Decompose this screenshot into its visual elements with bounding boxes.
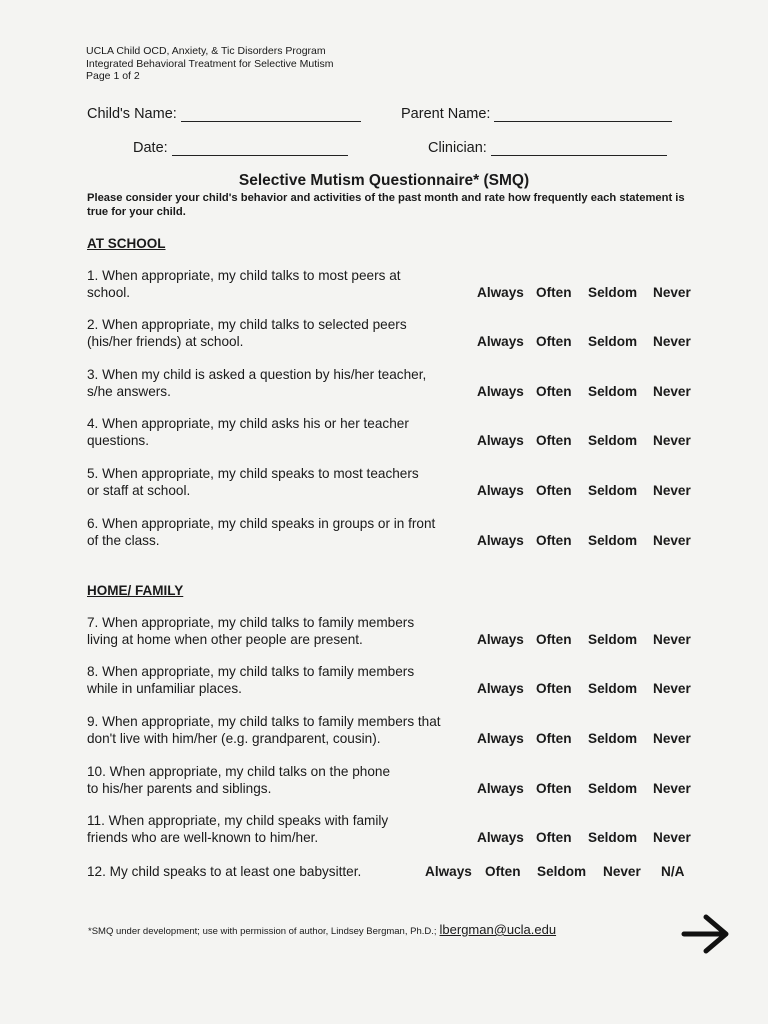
clinician-field[interactable] bbox=[428, 140, 667, 156]
option-often[interactable]: Often bbox=[536, 483, 572, 498]
option-seldom[interactable]: Seldom bbox=[588, 433, 638, 448]
question-line-1: 3. When my child is asked a question by his/her teacher, bbox=[87, 367, 427, 382]
question-text bbox=[87, 317, 467, 350]
option-always[interactable]: Always bbox=[477, 632, 524, 647]
answer-options bbox=[477, 830, 697, 845]
question-line-1: 8. When appropriate, my child talks to family members bbox=[87, 664, 415, 679]
question-line-1: 10. When appropriate, my child talks on the phone bbox=[87, 764, 391, 779]
option-never[interactable]: Never bbox=[653, 483, 691, 498]
answer-options bbox=[477, 632, 697, 647]
question-text bbox=[87, 466, 467, 499]
option-seldom[interactable]: Seldom bbox=[588, 632, 638, 647]
option-always[interactable]: Always bbox=[477, 433, 524, 448]
option-often[interactable]: Often bbox=[536, 533, 572, 548]
option-often[interactable]: Often bbox=[536, 681, 572, 696]
date-label: Date: bbox=[133, 140, 168, 156]
option-always[interactable]: Always bbox=[477, 830, 524, 845]
answer-options bbox=[477, 384, 697, 399]
option-often[interactable]: Often bbox=[536, 334, 572, 349]
child-name-field[interactable] bbox=[87, 106, 361, 122]
date-field[interactable] bbox=[133, 140, 348, 156]
option-always[interactable]: Always bbox=[477, 731, 524, 746]
clinician-line[interactable] bbox=[491, 141, 667, 156]
option-never[interactable]: Never bbox=[603, 864, 641, 879]
instructions: Please consider your child's behavior and activities of the past month and rate how frequently each statement is true for your child. bbox=[87, 192, 685, 218]
option-seldom[interactable]: Seldom bbox=[588, 384, 638, 399]
option-often[interactable]: Often bbox=[536, 384, 572, 399]
option-never[interactable]: Never bbox=[653, 731, 691, 746]
footnote-text: *SMQ under development; use with permission of author, Lindsey Bergman, Ph.D.; bbox=[88, 926, 437, 937]
question-text bbox=[87, 664, 467, 697]
question-line-1: 2. When appropriate, my child talks to selected peers bbox=[87, 317, 407, 332]
option-seldom[interactable]: Seldom bbox=[588, 285, 638, 300]
question-line-2: don't live with him/her (e.g. grandparent, cousin). bbox=[87, 730, 381, 746]
answer-options bbox=[477, 334, 697, 349]
option-seldom[interactable]: Seldom bbox=[588, 731, 638, 746]
header-treatment: Integrated Behavioral Treatment for Selective Mutism bbox=[86, 57, 334, 70]
option-often[interactable]: Often bbox=[536, 830, 572, 845]
questionnaire-title: Selective Mutism Questionnaire* (SMQ) bbox=[238, 172, 530, 189]
question-text bbox=[87, 268, 467, 301]
question-text bbox=[87, 813, 467, 846]
answer-options bbox=[477, 285, 697, 300]
question-text bbox=[87, 516, 467, 549]
answer-options bbox=[477, 483, 697, 498]
answer-options bbox=[477, 681, 697, 696]
section-home-family: HOME/ FAMILY bbox=[87, 583, 184, 598]
option-often[interactable]: Often bbox=[536, 731, 572, 746]
parent-name-field[interactable] bbox=[401, 106, 672, 122]
question-line-2: living at home when other people are present. bbox=[87, 631, 363, 647]
option-seldom[interactable]: Seldom bbox=[588, 681, 638, 696]
option-always[interactable]: Always bbox=[477, 781, 524, 796]
option-always[interactable]: Always bbox=[477, 483, 524, 498]
question-line-2: to his/her parents and siblings. bbox=[87, 780, 272, 796]
answer-options bbox=[477, 433, 697, 448]
question-line-2: s/he answers. bbox=[87, 383, 171, 399]
option-seldom[interactable]: Seldom bbox=[588, 781, 638, 796]
program-header bbox=[86, 45, 333, 83]
question-line-2: or staff at school. bbox=[87, 482, 191, 498]
question-line-2: while in unfamiliar places. bbox=[87, 680, 242, 696]
question-line-1: 5. When appropriate, my child speaks to most teachers bbox=[87, 466, 419, 481]
question-text bbox=[87, 367, 467, 400]
header-page-number: Page 1 of 2 bbox=[86, 70, 140, 82]
option-never[interactable]: Never bbox=[653, 285, 691, 300]
answer-options bbox=[477, 533, 697, 548]
header-program: UCLA Child OCD, Anxiety, & Tic Disorders Program bbox=[86, 45, 326, 57]
question-line-1: 6. When appropriate, my child speaks in groups or in front bbox=[87, 516, 436, 531]
question-line-2: school. bbox=[87, 284, 131, 300]
section-at-school: AT SCHOOL bbox=[87, 236, 166, 251]
option-never[interactable]: Never bbox=[653, 830, 691, 845]
option-never[interactable]: Never bbox=[653, 533, 691, 548]
question-text: 12. My child speaks to at least one babysitter. bbox=[87, 864, 362, 879]
question-text bbox=[87, 714, 467, 747]
parent-name-line[interactable] bbox=[494, 107, 672, 122]
question-line-2: (his/her friends) at school. bbox=[87, 333, 244, 349]
question-text bbox=[87, 615, 467, 648]
child-name-line[interactable] bbox=[181, 107, 361, 122]
footnote bbox=[88, 922, 556, 937]
option-never[interactable]: Never bbox=[653, 781, 691, 796]
option-often[interactable]: Often bbox=[536, 285, 572, 300]
option-always[interactable]: Always bbox=[425, 864, 472, 879]
answer-options bbox=[477, 731, 697, 746]
question-line-2: of the class. bbox=[87, 532, 160, 548]
option-seldom[interactable]: Seldom bbox=[537, 864, 587, 879]
question-text bbox=[87, 764, 467, 797]
option-often[interactable]: Often bbox=[536, 433, 572, 448]
option-na[interactable]: N/A bbox=[661, 864, 685, 879]
question-line-1: 11. When appropriate, my child speaks with family bbox=[87, 813, 389, 828]
question-line-1: 9. When appropriate, my child talks to family members that bbox=[87, 714, 441, 729]
question-text bbox=[87, 416, 467, 449]
option-often[interactable]: Often bbox=[485, 864, 521, 879]
option-always[interactable]: Always bbox=[477, 334, 524, 349]
option-seldom[interactable]: Seldom bbox=[588, 830, 638, 845]
question-line-1: 4. When appropriate, my child asks his or her teacher bbox=[87, 416, 409, 431]
option-never[interactable]: Never bbox=[653, 433, 691, 448]
option-always[interactable]: Always bbox=[477, 285, 524, 300]
option-always[interactable]: Always bbox=[477, 533, 524, 548]
answer-options bbox=[425, 864, 691, 879]
option-often[interactable]: Often bbox=[536, 781, 572, 796]
question-line-2: questions. bbox=[87, 432, 149, 448]
option-always[interactable]: Always bbox=[477, 681, 524, 696]
question-line-2: friends who are well-known to him/her. bbox=[87, 829, 319, 845]
option-always[interactable]: Always bbox=[477, 384, 524, 399]
date-line[interactable] bbox=[172, 141, 348, 156]
option-seldom[interactable]: Seldom bbox=[588, 483, 638, 498]
option-never[interactable]: Never bbox=[653, 632, 691, 647]
option-never[interactable]: Never bbox=[653, 681, 691, 696]
option-never[interactable]: Never bbox=[653, 384, 691, 399]
option-seldom[interactable]: Seldom bbox=[588, 334, 638, 349]
right-arrow-icon[interactable] bbox=[680, 912, 732, 956]
question-line-1: 7. When appropriate, my child talks to family members bbox=[87, 615, 415, 630]
child-name-label: Child's Name: bbox=[87, 106, 177, 122]
option-never[interactable]: Never bbox=[653, 334, 691, 349]
clinician-label: Clinician: bbox=[428, 140, 487, 156]
option-often[interactable]: Often bbox=[536, 632, 572, 647]
question-line-1: 1. When appropriate, my child talks to most peers at bbox=[87, 268, 401, 283]
option-seldom[interactable]: Seldom bbox=[588, 533, 638, 548]
author-email-link[interactable]: lbergman@ucla.edu bbox=[439, 922, 557, 937]
answer-options bbox=[477, 781, 697, 796]
parent-name-label: Parent Name: bbox=[401, 106, 491, 122]
